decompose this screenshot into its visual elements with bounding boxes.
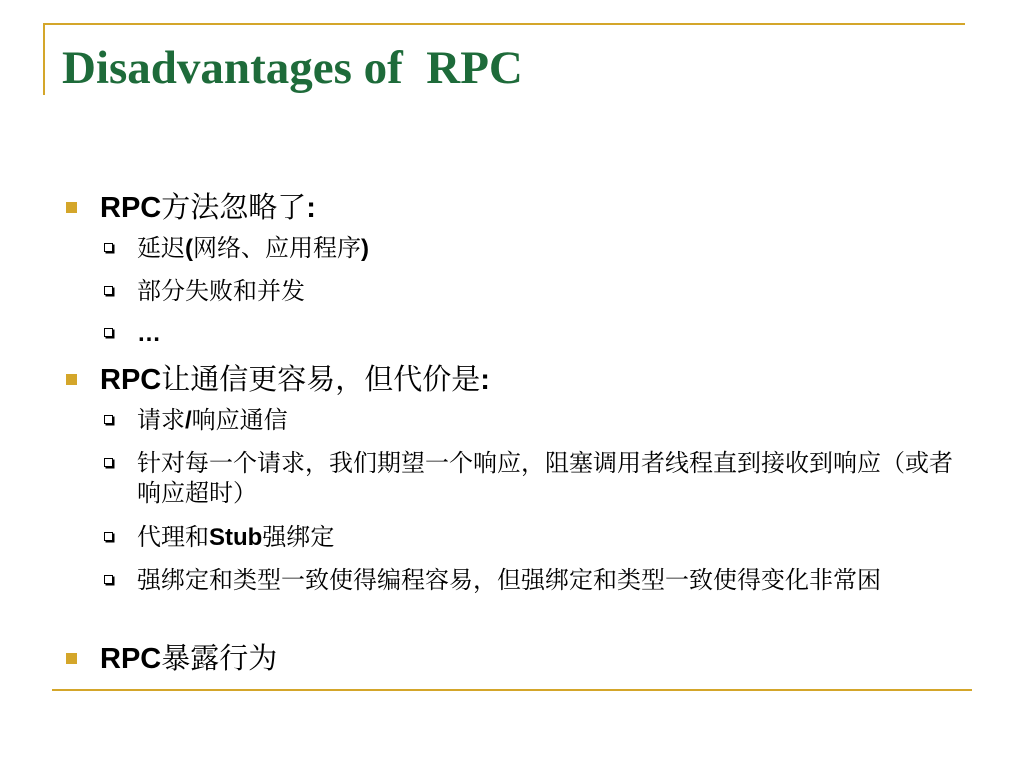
bullet-suffix: : <box>306 192 316 224</box>
hollow-square-bullet-icon <box>104 458 113 467</box>
bullet-item <box>100 187 316 228</box>
sub-bullet-text: 网络、应用程序 <box>193 234 361 262</box>
bottom-divider-line <box>52 689 972 691</box>
bullet-text: 让通信更容易，但代价是 <box>161 362 481 396</box>
hollow-square-bullet-icon <box>104 532 113 541</box>
filled-square-bullet-icon <box>66 653 77 664</box>
bullet-item <box>100 359 490 400</box>
sub-bullet-item <box>137 233 962 264</box>
hollow-square-bullet-icon <box>104 415 113 424</box>
sub-bullet-text: ) <box>361 235 369 262</box>
bullet-text: 暴露行为 <box>161 641 278 675</box>
sub-bullet-text: 响应通信 <box>191 406 288 434</box>
sub-bullet-item <box>137 448 962 508</box>
hollow-square-bullet-icon <box>104 575 113 584</box>
sub-bullet-text: / <box>185 407 192 434</box>
sub-bullet-text: 代理和 <box>137 523 209 551</box>
sub-bullet-text: ( <box>185 235 193 262</box>
bullet-prefix: RPC <box>100 643 162 675</box>
sub-bullet-text: 请求 <box>137 406 185 434</box>
bullet-item <box>100 638 277 679</box>
sub-bullet-text: 针对每一个请求，我们期望一个响应，阻塞调用者线程直到接收到响应（或者响应超时） <box>137 449 953 507</box>
sub-bullet-item <box>137 276 962 306</box>
slide-title: Disadvantages of RPC <box>62 42 523 94</box>
sub-bullet-item <box>137 565 962 595</box>
sub-bullet-text: … <box>137 320 161 347</box>
bullet-prefix: RPC <box>100 192 162 224</box>
bullet-suffix: : <box>480 364 490 396</box>
sub-bullet-item <box>137 522 962 553</box>
hollow-square-bullet-icon <box>104 328 113 337</box>
sub-bullet-text: 强绑定和类型一致使得编程容易，但强绑定和类型一致使得变化非常困 <box>137 566 881 594</box>
sub-bullet-text: 部分失败和并发 <box>137 277 305 305</box>
sub-bullet-item <box>137 318 962 349</box>
filled-square-bullet-icon <box>66 374 77 385</box>
bullet-text: 方法忽略了 <box>161 190 307 224</box>
hollow-square-bullet-icon <box>104 243 113 252</box>
filled-square-bullet-icon <box>66 202 77 213</box>
sub-bullet-text: 延迟 <box>137 234 185 262</box>
sub-bullet-text: 强绑定 <box>262 523 335 551</box>
sub-bullet-item <box>137 405 962 436</box>
hollow-square-bullet-icon <box>104 286 113 295</box>
sub-bullet-text: Stub <box>209 524 263 551</box>
bullet-prefix: RPC <box>100 364 162 396</box>
